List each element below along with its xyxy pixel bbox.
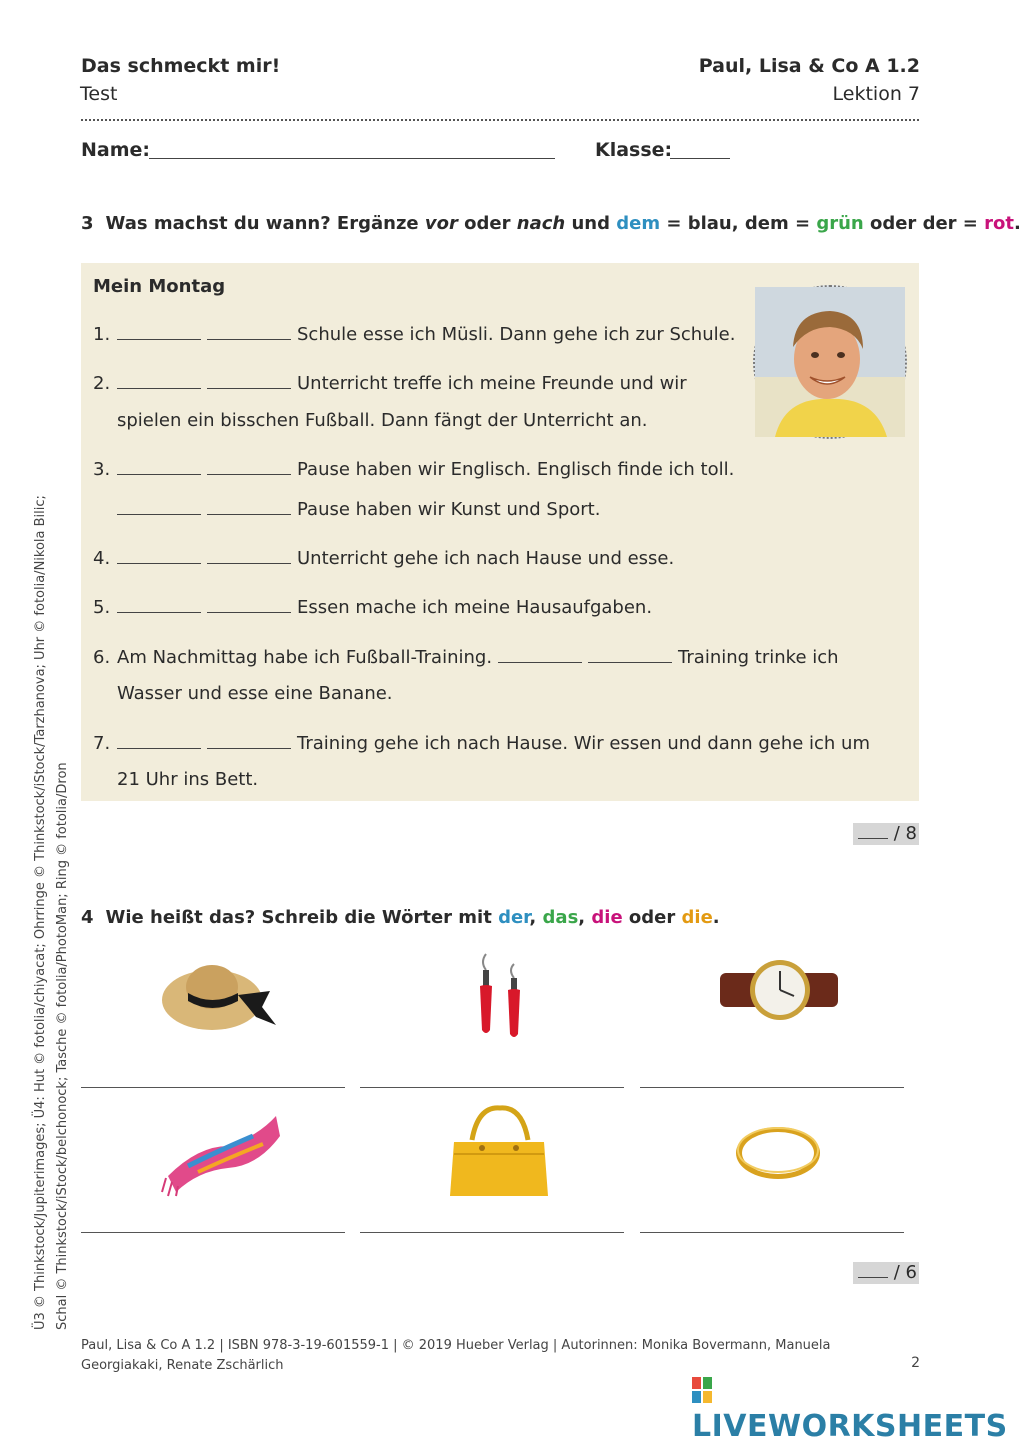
task3-rot: rot [984, 213, 1015, 234]
item-text: Essen mache ich meine Hausaufgaben. [297, 597, 653, 618]
score-max: / 8 [893, 823, 917, 844]
item-number: 7. [93, 733, 111, 754]
item-6 [93, 647, 839, 668]
item-number: 1. [93, 324, 111, 345]
earrings-image [470, 950, 530, 1049]
worksheet-subtitle: Test [80, 83, 118, 105]
watch-image [720, 955, 838, 1029]
item-text: Training trinke ich [678, 647, 839, 668]
page-number: 2 [911, 1355, 920, 1371]
answer-line-ring[interactable] [640, 1232, 904, 1233]
brand-text: LIVEWORKSHEETS [692, 1409, 1008, 1444]
blank-field[interactable] [117, 549, 201, 564]
item-text: Unterricht gehe ich nach Hause und esse. [297, 548, 675, 569]
blank-field[interactable] [117, 460, 201, 475]
task3-number: 3 [81, 213, 94, 234]
footer-text: Paul, Lisa & Co A 1.2 | ISBN 978-3-19-601559-1 | © 2019 Hueber Verlag | Autorinnen: Monika Bovermann, Manuela Georgiakaki, Renate Zschärlich [81, 1338, 831, 1373]
item-number: 5. [93, 597, 111, 618]
score-field[interactable] [858, 1263, 888, 1278]
credits-line: Ü3 © Thinkstock/Jupiterimages; Ü4: Hut © fotolia/chiyacat; Ohrringe © Thinkstock/iStock/Tarzhanova; Uhr © fotolia/Nikola Bilic; [33, 495, 48, 1330]
answer-line-scarf[interactable] [81, 1232, 345, 1233]
task4-title [81, 907, 720, 928]
answer-line-handbag[interactable] [360, 1232, 624, 1233]
task3-dem-blue: dem [616, 213, 661, 234]
task3-text-der: oder der = [863, 213, 985, 234]
book-title: Paul, Lisa & Co A 1.2 [698, 55, 920, 77]
name-field[interactable] [149, 158, 555, 159]
scarf-image [158, 1106, 283, 1200]
item-text: Pause haben wir Englisch. Englisch finde ich toll. [297, 459, 735, 480]
item-2-continuation: spielen ein bisschen Fußball. Dann fängt der Unterricht an. [117, 410, 648, 431]
article-die-red: die [591, 907, 623, 928]
name-label: Name: [81, 139, 151, 161]
blank-field[interactable] [207, 549, 291, 564]
item-3-second [117, 499, 600, 520]
item-text: Unterricht treffe ich meine Freunde und wir [297, 373, 687, 394]
task3-title [81, 213, 1021, 234]
blank-field[interactable] [117, 598, 201, 613]
task4-oder: oder [622, 907, 682, 928]
task4-period: . [712, 907, 720, 928]
score-max: / 6 [893, 1262, 917, 1283]
blank-field[interactable] [117, 325, 201, 340]
task3-gruen: grün [816, 213, 864, 234]
item-number: 4. [93, 548, 111, 569]
item-text: Schule esse ich Müsli. Dann gehe ich zur Schule. [297, 324, 736, 345]
brand-blocks-icon [692, 1377, 712, 1403]
item-3 [93, 459, 734, 480]
boy-portrait-image [753, 285, 907, 439]
klasse-field[interactable] [670, 158, 730, 159]
item-4 [93, 548, 674, 569]
item-5 [93, 597, 652, 618]
item-7-continuation: 21 Uhr ins Bett. [117, 769, 259, 790]
answer-line-hat[interactable] [81, 1087, 345, 1088]
hat-image [160, 955, 280, 1044]
task3-text-oder: oder [457, 213, 517, 234]
blank-field[interactable] [207, 460, 291, 475]
item-text: Pause haben wir Kunst und Sport. [297, 499, 601, 520]
task3-nach: nach [516, 213, 566, 234]
score-field[interactable] [858, 824, 888, 839]
worksheet-title: Das schmeckt mir! [81, 55, 281, 77]
item-number: 6. [93, 647, 111, 668]
task3-text: Was machst du wann? Ergänze [105, 213, 425, 234]
blank-field[interactable] [117, 500, 201, 515]
task4-score [853, 1262, 919, 1284]
answer-line-earrings[interactable] [360, 1087, 624, 1088]
klasse-label: Klasse: [595, 139, 673, 161]
blank-field[interactable] [498, 648, 582, 663]
task3-text-und: und [565, 213, 617, 234]
blank-field[interactable] [117, 374, 201, 389]
task3-period: . [1014, 213, 1021, 234]
item-6-continuation: Wasser und esse eine Banane. [117, 683, 393, 704]
lesson-label: Lektion 7 [832, 83, 920, 105]
item-7 [93, 733, 870, 754]
item-text: Training gehe ich nach Hause. Wir essen und dann gehe ich um [297, 733, 871, 754]
item-text: Am Nachmittag habe ich Fußball-Training. [117, 647, 493, 668]
answer-line-watch[interactable] [640, 1087, 904, 1088]
item-2 [93, 373, 687, 394]
header-divider [81, 119, 919, 121]
task3-score [853, 823, 919, 845]
blank-field[interactable] [207, 374, 291, 389]
blank-field[interactable] [117, 734, 201, 749]
article-die-orange: die [681, 907, 713, 928]
blank-field[interactable] [207, 500, 291, 515]
task3-text-blau: = blau, dem = [660, 213, 817, 234]
blank-field[interactable] [207, 734, 291, 749]
blank-field[interactable] [207, 598, 291, 613]
image-credits [30, 495, 74, 1330]
article-das: das [542, 907, 579, 928]
item-1 [93, 324, 735, 345]
task4-comma: , [578, 907, 592, 928]
task4-comma: , [529, 907, 543, 928]
article-der: der [498, 907, 530, 928]
credits-line: Schal © Thinkstock/iStock/belchonock; Tasche © fotolia/PhotoMan; Ring © fotolia/Dron [55, 762, 70, 1330]
task3-vor: vor [424, 213, 458, 234]
handbag-image [448, 1104, 550, 1204]
blank-field[interactable] [588, 648, 672, 663]
task4-number: 4 [81, 907, 94, 928]
ring-image [732, 1122, 824, 1188]
liveworksheets-logo [692, 1374, 1008, 1444]
task4-text: Wie heißt das? Schreib die Wörter mit [105, 907, 499, 928]
item-number: 3. [93, 459, 111, 480]
item-number: 2. [93, 373, 111, 394]
panel-title: Mein Montag [93, 276, 226, 297]
blank-field[interactable] [207, 325, 291, 340]
